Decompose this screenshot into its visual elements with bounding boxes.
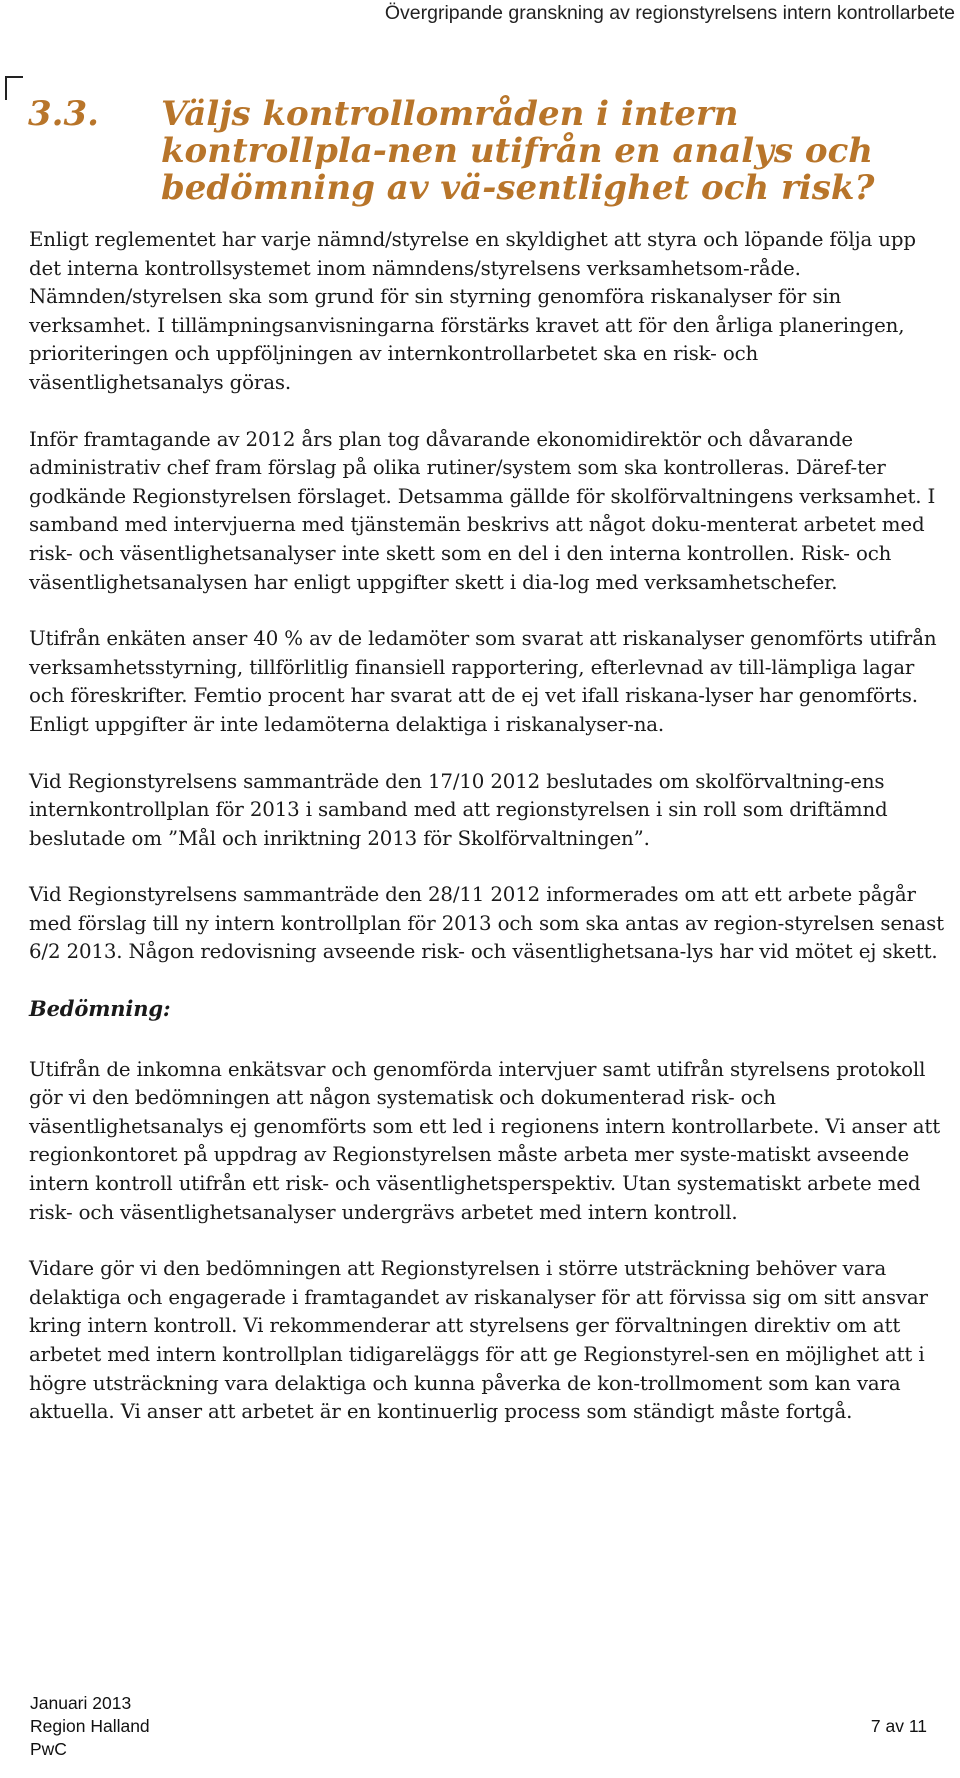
corner-mark-horizontal — [5, 76, 23, 78]
paragraph-3: Utifrån enkäten anser 40 % av de ledamöter som svarat att riskanalyser genomförts utifrån verksamhetsstyrning, tillförlitlig finansiell rapportering, efterlevnad av till-lämpliga lagar och föreskrifter. Femtio procent har svarat att de ej vet ifall riskana-lyser har genomförts. Enligt uppgifter är inte ledamöterna delaktiga i riskanalyser-na. — [29, 627, 937, 736]
footer — [30, 1692, 150, 1761]
assessment-label: Bedömning: — [29, 996, 171, 1022]
footer-org: Region Halland — [30, 1716, 150, 1736]
section-heading — [28, 96, 933, 207]
paragraph-5: Vid Regionstyrelsens sammanträde den 28/11 2012 informerades om att ett arbete pågår med förslag till ny intern kontrollplan för 2013 och som ska antas av region-styrelsen senast 6/2 2013. Någon redovisning avseende risk- och väsentlighetsana-lys har vid mötet ej skett. — [29, 883, 944, 964]
running-header: Övergripande granskning av regionstyrelsens intern kontrollarbete — [384, 2, 955, 24]
section-number: 3.3. — [28, 94, 99, 134]
paragraph-4: Vid Regionstyrelsens sammanträde den 17/10 2012 beslutades om skolförvaltning-ens internkontrollplan för 2013 i samband med att regionstyrelsen i sin roll som driftämnd beslutade om ”Mål och inriktning 2013 för Skolförvaltningen”. — [29, 769, 888, 850]
document-body — [29, 226, 944, 1455]
paragraph-2: Inför framtagande av 2012 års plan tog dåvarande ekonomidirektör och dåvarande administrativ chef fram förslag på olika rutiner/system som ska kontrolleras. Däref-ter godkände Regionstyrelsen förslaget. Detsamma gällde för skolförvaltningens verksamhet. I samband med intervjuerna med tjänstemän beskrivs att något doku-menterat arbetet med risk- och väsentlighetsanalyser inte skett som en del i den interna kontrollen. Risk- och väsentlighetsanalysen har enligt uppgifter skett i dia-log med verksamhetschefer. — [29, 427, 936, 594]
assessment-paragraph-1: Utifrån de inkomna enkätsvar och genomförda intervjuer samt utifrån styrelsens protokoll gör vi den bedömningen att någon systematisk och dokumenterad risk- och väsentlighetsanalys ej genomförts som ett led i regionens intern kontrollarbete. Vi anser att regionkontoret på uppdrag av Regionstyrelsen måste arbeta mer syste-matiskt avseende intern kontroll utifrån ett risk- och väsentlighetsperspektiv. Utan systematiskt arbete med risk- och väsentlighetsanalyser undergrävs arbetet med intern kontroll. — [29, 1057, 940, 1224]
corner-mark-vertical — [5, 76, 7, 100]
paragraph-1: Enligt reglementet har varje nämnd/styrelse en skyldighet att styra och löpande följa upp det interna kontrollsystemet inom nämndens/styrelsens verksamhetsom-råde. Nämnden/styrelsen ska som grund för sin styrning genomföra riskanalyser för sin verksamhet. I tillämpningsanvisningarna förstärks kravet att för den årliga planeringen, prioriteringen och uppföljningen av internkontrollarbetet ska en risk- och väsentlighetsanalys göras. — [29, 228, 916, 394]
footer-firm: PwC — [30, 1739, 67, 1759]
footer-date: Januari 2013 — [30, 1693, 132, 1713]
page-number: 7 av 11 — [870, 1716, 927, 1736]
section-title: Väljs kontrollområden i intern kontrollpla-nen utifrån en analys och bedömning av vä-sentlighet och risk? — [161, 94, 875, 208]
assessment-paragraph-2: Vidare gör vi den bedömningen att Regionstyrelsen i större utsträckning behöver vara delaktiga och engagerade i framtagandet av riskanalyser för att förvissa sig om sitt ansvar kring intern kontroll. Vi rekommenderar att styrelsens ger förvaltningen direktiv om att arbetet med intern kontrollplan tidigareläggs för att ge Regionstyrel-sen en möjlighet att i högre utsträckning vara delaktiga och kunna påverka de kon-trollmoment som kan vara aktuella. Vi anser att arbetet är en kontinuerlig process som ständigt måste fortgå. — [29, 1257, 928, 1424]
